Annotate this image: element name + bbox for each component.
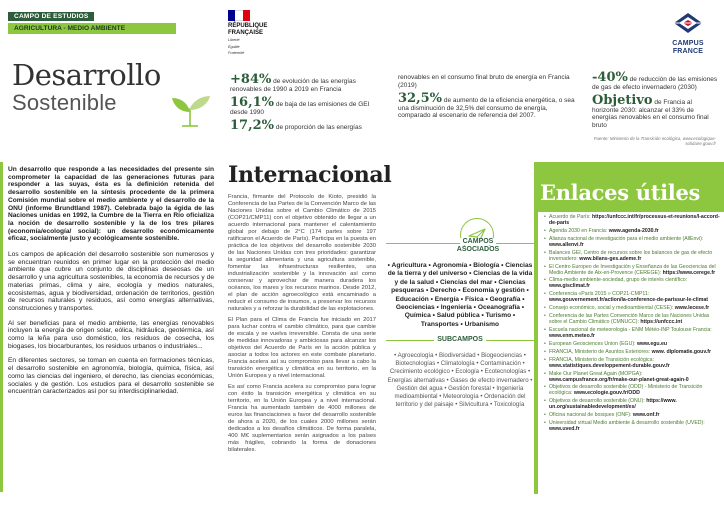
intro-paragraph-1: Los campos de aplicación del desarrollo sostenible son numerosos y se encuentran reunidos en primer lugar en la protección del medio ambiente que cubre un conjunto de disciplinas deseosas de un desarrollo y una agricultura sostenibles, la economía de recursos y de materias primas, clima y aire, ecología y medios naturales, ecosistemas, agua y biodiversidad, ordenación de territorios, gestión de recursos naturales y residuos, así como energías alternativas, construcciones y transportes. bbox=[8, 251, 214, 312]
link-url[interactable]: www.onf.fr bbox=[632, 412, 660, 419]
plant-icon bbox=[168, 92, 212, 128]
stat-text: de evolución de las energías renovables de 1990 a 2019 en Francia bbox=[230, 78, 356, 93]
campos-heading-1-text: CAMPOS bbox=[460, 238, 497, 245]
stat-number: +84% bbox=[230, 72, 272, 87]
enlaces-title: Enlaces útiles bbox=[540, 180, 701, 205]
link-desc: Universidad virtual Medio ambiente & desarrollo sostenible (UVED): bbox=[549, 420, 705, 427]
link-desc: Consejo económico, social y medioambiental (CESE): bbox=[549, 305, 674, 312]
link-url[interactable]: www.egu.eu bbox=[636, 340, 668, 347]
campos-list: • Agricultura • Agronomía • Biología • Ciencias de la tierra y del universo • Ciencias de la vida y de la salud • Ciencias del mar • Ciencias pesqueras • Derecho • Economía y gestión • Educación • Energía • Física • Geografía • Geociencias • Ingeniería • Oceanografía • Química • Salud pública • Turismo • Transportes • Urbanismo bbox=[387, 262, 533, 328]
campos-heading-2-text: ASOCIADOS bbox=[454, 246, 502, 253]
link-url[interactable]: https://unfccc.int/fr/processus-et-reunions/l-accord-de-paris bbox=[549, 214, 720, 226]
stat-number: 17,2% bbox=[230, 118, 275, 134]
stat-item bbox=[398, 91, 578, 120]
link-desc: Objetivos de desarrollo sostenible (ONU): bbox=[549, 398, 645, 405]
internacional-paragraph-3: Es así como Francia acelera su compromiso para lograr con éxito la transición energética y climática en su territorio, en la Unión Europea y a nivel internacional. Francia ha aumentado también de 4000 millones de euros las financiaciones a favor del desarrollo sostenible de ahora a 2020, de los cuales 2000 millones serán dedicados a los desafíos climáticos. De forma paralela, 400 M€ suplementarios serán asignados a los países más frágiles, cobrando la forma de donaciones bilaterales. bbox=[228, 384, 376, 453]
link-desc: Make Our Planet Great Again (MOPGA): bbox=[549, 370, 643, 377]
intro-paragraph-2: Al ser beneficias para el medio ambiente, las energías renovables incluyen la energía de origen solar, eólica, hidráulica, geotérmica, así como la leña para uso doméstico, los residuos de cosecha, los biogases, los biocarburantes, los residuos urbanos o industriales... bbox=[8, 319, 214, 350]
link-desc: Clima-medio ambiente-sociedad, grupo de interés científico: bbox=[549, 277, 688, 284]
stat-text: de Francia al horizonte 2030: alcanzar el 33% de energías renovables en el consumo final bruto bbox=[592, 99, 709, 129]
rf-motto-2: Égalité bbox=[228, 44, 240, 49]
campus-france-logo bbox=[662, 12, 714, 55]
link-item[interactable] bbox=[544, 277, 720, 289]
link-url[interactable]: www.statistiques.developpement-durable.gouv.fr bbox=[549, 362, 670, 369]
stat-item bbox=[398, 74, 578, 89]
link-item[interactable] bbox=[544, 264, 720, 276]
link-url[interactable]: www.gouvernement.fr/action/la-conference-de-parissur-le-climat bbox=[549, 297, 708, 304]
link-item[interactable] bbox=[544, 214, 720, 226]
flag-icon bbox=[228, 10, 250, 21]
link-url[interactable]: www.gisclimat.fr bbox=[549, 283, 591, 290]
stat-item bbox=[592, 70, 718, 91]
internacional-paragraph-2: El Plan para el Clima de Francia fue iniciado en 2017 para luchar contra el cambio climático, para que cambie de escala y se vuelva irreversible. Consta de una serie de medidas innovadoras y ambiciosas para alcanzar los objetivos del Acuerdo de París en la acción pública y asociar a todos los actores en este combate planetario. Francia acelera así su compromiso para llevar a cabo la transición energética y climática en su territorio, en la Unión Europea y a nivel internacional. bbox=[228, 317, 376, 379]
link-desc: FRANCIA, Ministerio de Asuntos Exteriores: bbox=[549, 348, 651, 355]
link-item[interactable] bbox=[544, 291, 720, 303]
link-url[interactable]: www.lecese.fr bbox=[674, 305, 710, 312]
link-url[interactable]: www. diplomatie.gouv.fr bbox=[651, 348, 712, 355]
link-item[interactable] bbox=[544, 236, 720, 248]
stat-text: de aumento de la eficiencia energética, o sea una disminución de 32,5% del consumo de energía, comparado al escenario de referencia del 2007. bbox=[398, 97, 575, 120]
subcampos-heading bbox=[386, 336, 534, 343]
link-url[interactable]: www.bilans-ges.ademe.fr bbox=[579, 255, 642, 262]
link-item[interactable] bbox=[544, 313, 720, 325]
rf-motto-3: Fraternité bbox=[228, 51, 245, 55]
link-item[interactable] bbox=[544, 398, 720, 410]
campos-heading-1 bbox=[427, 238, 529, 245]
link-item[interactable] bbox=[544, 357, 720, 369]
link-url[interactable]: https://www. un.org/sustainabledevelopment/es/ bbox=[549, 398, 677, 411]
link-item[interactable] bbox=[544, 228, 720, 234]
subcampos-heading-text: SUBCAMPOS bbox=[434, 336, 486, 343]
intro-bold-text: Un desarrollo que responde a las necesidades del presente sin comprometer la capacidad de las generaciones futuras para responder a las suyas, ésta es la definición retenida del desarrollo sostenible en la síntesis procedente de la primera Comisión mundial sobre el medio ambiente y el desarrollo de la ONU (informe Brundtland 1987). Celebrada bajo la égida de las Naciones unidas en 1992, la Cumbre de la Tierra en Río oficializa la noción de desarrollo sostenible y la de los tres pilares (economía/ecología/ social): un desarrollo económicamente eficaz, socialmente justo y ecológicamente sostenible. bbox=[8, 166, 214, 243]
page-subtitle: Sostenible bbox=[12, 90, 117, 115]
link-url[interactable]: https://unfccc.int bbox=[640, 319, 683, 326]
stat-text: renovables en el consumo final bruto de energía en Francia (2019) bbox=[398, 74, 570, 89]
link-desc: Agenda 2030 en Francia: bbox=[549, 227, 608, 234]
page-title: Desarrollo bbox=[12, 58, 161, 92]
internacional-title: Internacional bbox=[228, 162, 392, 188]
link-desc: Escuela nacional de meteorología - ENM Météo-INP Toulouse Francia: bbox=[549, 327, 712, 334]
link-desc: FRANCIA, Ministerio de Transición ecológica: bbox=[549, 356, 654, 363]
stat-item bbox=[230, 95, 380, 116]
link-url[interactable]: https://www.cerege.fr bbox=[662, 269, 716, 276]
link-item[interactable] bbox=[544, 384, 720, 396]
link-url[interactable]: www.agenda-2030.fr bbox=[608, 227, 659, 234]
header bbox=[0, 0, 724, 160]
republique-francaise-logo bbox=[228, 10, 274, 55]
link-desc: Conferencia de las Partes Convención Marco de las Naciones Unidas sobre el Cambio Climático (CMNUCC): bbox=[549, 313, 710, 326]
internacional-paragraph-1: Francia, firmante del Protocolo de Kioto, presidió la Conferencia de las Partes de la Convención Marco de las Naciones Unidas sobre el Cambio Climático de 2015 (COP21/CMP11) con el objetivo obtenido de llegar a un acuerdo internacional para mantener el calentamiento global por debajo de 2°C (174 partes sobre 197 ratificaron el Acuerdo de París). Participa en la puesta en práctica de los objetivos del desarrollo sostenible 2030 de las Naciones Unidas con tres prioridades: garantizar la seguridad alimentaria y una agricultura sostenible, fomentar las infraestructuras resilientes, una industrialización sostenible y la innovación así como conservar y aprovechar de manera duradera los océanos, los mares y los recursos marinos. Desde 2012, el plan de acción agroecológico está encaminado a reducir el consumo de insumos, a preservar los recursos naturales y a reforzar la durabilidad de las explotaciones. bbox=[228, 194, 376, 312]
link-item[interactable] bbox=[544, 327, 720, 339]
link-desc: Acuerdo de París: bbox=[549, 214, 591, 220]
link-desc: Balances GEI, Centro de recursos sobre los balances de gas de efecto invernadero: bbox=[549, 249, 713, 262]
rf-name-line1: RÉPUBLIQUE bbox=[228, 23, 268, 29]
enlaces-side-bar bbox=[534, 212, 538, 494]
stat-number: -40% bbox=[592, 70, 628, 85]
link-url[interactable]: www.enm.meteo.fr bbox=[549, 333, 595, 340]
link-desc: Oficina nacional de bosques (ONF): bbox=[549, 412, 632, 419]
stats-col-1 bbox=[230, 72, 380, 138]
intro-paragraph-3: En diferentes sectores, se toman en cuenta en formaciones técnicas, el desarrollo sostenible en agronomía, biología, química, física, así como las ciencias del ingeniero, el derecho, las ciencias económicas, sociales y de gestión. Los estudios para el desarrollo sostenible se encuentran caracterizados así por su interdisciplinariedad. bbox=[8, 357, 214, 396]
link-item[interactable] bbox=[544, 250, 720, 262]
stat-text: de proporción de las energías bbox=[275, 124, 362, 132]
link-desc: El Centro Europeo de Investigación y Enseñanza de las Geociencias del Medio Ambiente de Aix-en-Provence (CEREGE): bbox=[549, 263, 716, 276]
link-item[interactable] bbox=[544, 349, 720, 355]
link-item[interactable] bbox=[544, 420, 720, 432]
link-url[interactable]: www.ecologie.gouv.fr/ODD bbox=[573, 390, 640, 397]
source-note: Fuente: Ministerio de la Transición ecológica, www.ecologique-solidaire.gouv.fr bbox=[593, 136, 716, 147]
link-item[interactable] bbox=[544, 341, 720, 347]
left-accent-bar bbox=[0, 162, 3, 492]
stat-number: 32,5% bbox=[398, 91, 443, 107]
link-url[interactable]: www.campusfrance.org/fr/make-our-planet-great-again-0 bbox=[549, 376, 689, 383]
link-item[interactable] bbox=[544, 371, 720, 383]
stat-number: 16,1% bbox=[230, 95, 275, 111]
campos-heading-2 bbox=[427, 246, 529, 253]
campus-france-line1: CAMPUS bbox=[672, 40, 704, 47]
stat-item bbox=[230, 72, 380, 93]
campus-france-mark-icon bbox=[671, 12, 705, 34]
link-url[interactable]: www.allenvi.fr bbox=[549, 241, 584, 248]
internacional-text bbox=[228, 194, 376, 458]
link-desc: Alianza nacional de investigación para el medio ambiente (AllEnvi): bbox=[549, 235, 704, 242]
stat-item bbox=[592, 93, 718, 129]
stat-item bbox=[230, 118, 380, 134]
link-item[interactable] bbox=[544, 412, 720, 418]
subcampos-list: • Agroecología • Biodiversidad • Biogeociencias • Biotecnologías • Climatología • Contaminación • Crecimiento ecológico • Ecología • Ecotecnologías • Energías alternativas • Gases de efecto invernadero • Gestión del agua • Gestión forestal • Ingeniería medioambiental • Meteorología • Ordenación del territorio y del paisaje • Silvicultura • Toxicología bbox=[387, 352, 533, 409]
link-desc: Objetivos de desarrollo sostenible (ODD) - Ministerio de Transición ecológica: bbox=[549, 384, 703, 397]
intro-column bbox=[8, 166, 214, 403]
link-desc: European Geosciences Union (EGU): bbox=[549, 340, 636, 347]
rf-motto-1: Liberté bbox=[228, 38, 240, 43]
stat-text: de reducción de las emisiones de gas de efecto invernadero (2030) bbox=[592, 76, 718, 91]
enlaces-list bbox=[544, 214, 720, 434]
rf-name-line2: FRANÇAISE bbox=[228, 29, 264, 36]
link-item[interactable] bbox=[544, 305, 720, 311]
campus-france-line2: FRANCE bbox=[672, 48, 704, 56]
link-desc: Conferencia «París 2015 » COP21-CMP11: bbox=[549, 291, 650, 298]
tag-campo-de-estudios: CAMPO DE ESTUDIOS bbox=[8, 12, 94, 21]
stats-col-2 bbox=[398, 74, 578, 126]
stats-col-3 bbox=[592, 70, 718, 136]
link-url[interactable]: www.uved.fr bbox=[549, 426, 580, 433]
tag-area: AGRICULTURA - MEDIO AMBIENTE bbox=[8, 23, 176, 34]
stat-text: de baja de las emisiones de GEI desde 1990 bbox=[230, 101, 370, 116]
stat-number: Objetivo bbox=[592, 93, 653, 109]
